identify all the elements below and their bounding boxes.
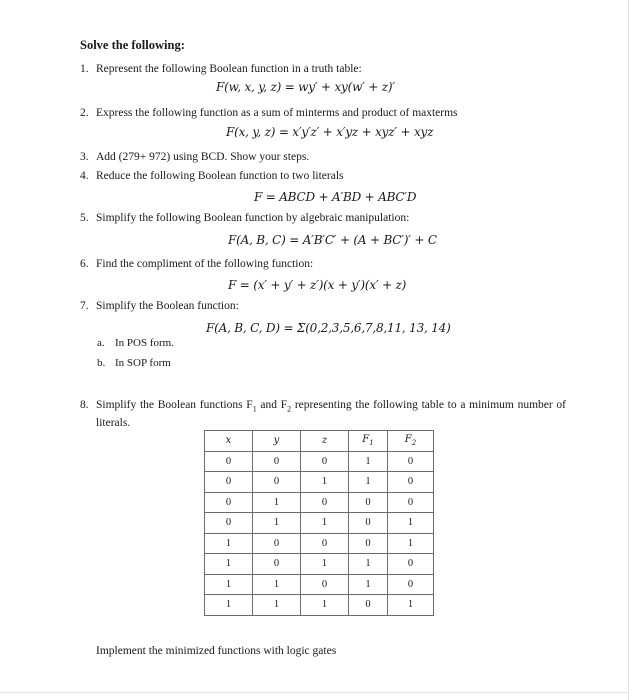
cell-x: 0: [205, 492, 253, 513]
cell-y: 0: [253, 533, 301, 554]
header-f2: [388, 431, 434, 452]
question-number: 7.: [80, 300, 89, 312]
formula-q6: F = (x′ + y′ + z′)(x + y′)(x′ + z): [228, 278, 407, 292]
cell-z: 1: [301, 472, 349, 493]
table-row: [205, 554, 434, 575]
cell-x: 0: [205, 472, 253, 493]
cell-y: 0: [253, 472, 301, 493]
header-f2-subscript: 2: [411, 439, 417, 448]
cell-f1: 0: [349, 492, 388, 513]
question-text: Represent the following Boolean function in a truth table:: [96, 63, 362, 75]
part-label: a.: [97, 337, 105, 349]
table-row: [205, 472, 434, 493]
q8-text-part: representing the following table to a minimum number of literals.: [96, 399, 566, 430]
cell-z: 1: [301, 554, 349, 575]
question-text: Simplify the Boolean function:: [96, 300, 239, 312]
cell-x: 0: [205, 451, 253, 472]
part-text: In SOP form: [115, 357, 171, 369]
cell-f1: 1: [349, 451, 388, 472]
question-text: Reduce the following Boolean function to two literals: [96, 170, 344, 182]
formula-q5: F(A, B, C) = A′B′C′ + (A + BC′)′ + C: [228, 233, 437, 247]
cell-f1: 1: [349, 574, 388, 595]
cell-x: 1: [205, 595, 253, 616]
question-text: Simplify the following Boolean function by algebraic manipulation:: [96, 212, 410, 224]
header-f2-letter: F: [404, 434, 412, 446]
table-row: [205, 574, 434, 595]
header-f1-subscript: 1: [369, 439, 374, 448]
cell-f1: 0: [349, 513, 388, 534]
formula-q1: F(w, x, y, z) = wy′ + xy(w′ + z)′: [216, 80, 395, 94]
cell-f2: 0: [388, 492, 434, 513]
header-f1-letter: F: [362, 434, 370, 446]
cell-z: 0: [301, 492, 349, 513]
cell-f2: 1: [388, 533, 434, 554]
footer-instruction: Implement the minimized functions with logic gates: [96, 645, 337, 657]
question-number: 5.: [80, 212, 89, 224]
cell-f2: 0: [388, 574, 434, 595]
cell-x: 1: [205, 574, 253, 595]
formula-q7: F(A, B, C, D) = Σ(0,2,3,5,6,7,8,11, 13, 14): [206, 321, 451, 335]
cell-f2: 0: [388, 472, 434, 493]
question-number: 8.: [80, 399, 89, 411]
q8-subscript: 1: [252, 404, 257, 414]
header-z: z: [301, 431, 349, 452]
header-x: x: [205, 431, 253, 452]
cell-z: 0: [301, 533, 349, 554]
cell-y: 1: [253, 595, 301, 616]
cell-y: 0: [253, 451, 301, 472]
cell-f2: 1: [388, 513, 434, 534]
cell-z: 0: [301, 574, 349, 595]
q8-text-part: Simplify the Boolean functions F: [96, 399, 253, 411]
header-f1: [349, 431, 388, 452]
table-row: [205, 595, 434, 616]
question-number: 3.: [80, 151, 89, 163]
cell-f2: 0: [388, 451, 434, 472]
table-row: [205, 492, 434, 513]
truth-table-header-row: [205, 431, 434, 452]
question-number: 6.: [80, 258, 89, 270]
part-label: b.: [97, 357, 106, 369]
formula-q4: F = ABCD + A′BD + ABC′D: [254, 190, 417, 204]
cell-f2: 1: [388, 595, 434, 616]
page-edge-bottom: [0, 692, 629, 693]
cell-f2: 0: [388, 554, 434, 575]
truth-table: [204, 430, 434, 616]
cell-z: 1: [301, 513, 349, 534]
question-text: Express the following function as a sum of minterms and product of maxterms: [96, 107, 458, 119]
table-row: [205, 451, 434, 472]
cell-y: 1: [253, 492, 301, 513]
cell-z: 1: [301, 595, 349, 616]
cell-y: 1: [253, 513, 301, 534]
cell-z: 0: [301, 451, 349, 472]
cell-y: 1: [253, 574, 301, 595]
cell-x: 0: [205, 513, 253, 534]
question-text: Add (279+ 972) using BCD. Show your steps.: [96, 151, 310, 163]
cell-f1: 1: [349, 554, 388, 575]
page-heading: Solve the following:: [80, 38, 185, 52]
cell-y: 0: [253, 554, 301, 575]
cell-f1: 1: [349, 472, 388, 493]
cell-x: 1: [205, 554, 253, 575]
q8-text-part: and F: [256, 399, 288, 411]
q8-subscript: 2: [287, 404, 292, 414]
table-row: [205, 513, 434, 534]
table-row: [205, 533, 434, 554]
question-number: 4.: [80, 170, 89, 182]
formula-q2: F(x, y, z) = x′y′z′ + x′yz + xyz′ + xyz: [226, 125, 434, 139]
header-y: y: [253, 431, 301, 452]
question-number: 1.: [80, 63, 89, 75]
cell-x: 1: [205, 533, 253, 554]
page-edge-right: [628, 0, 629, 700]
question-text: Find the compliment of the following function:: [96, 258, 314, 270]
question-8-text: [96, 398, 566, 431]
cell-f1: 0: [349, 533, 388, 554]
part-text: In POS form.: [115, 337, 174, 349]
question-number: 2.: [80, 107, 89, 119]
cell-f1: 0: [349, 595, 388, 616]
